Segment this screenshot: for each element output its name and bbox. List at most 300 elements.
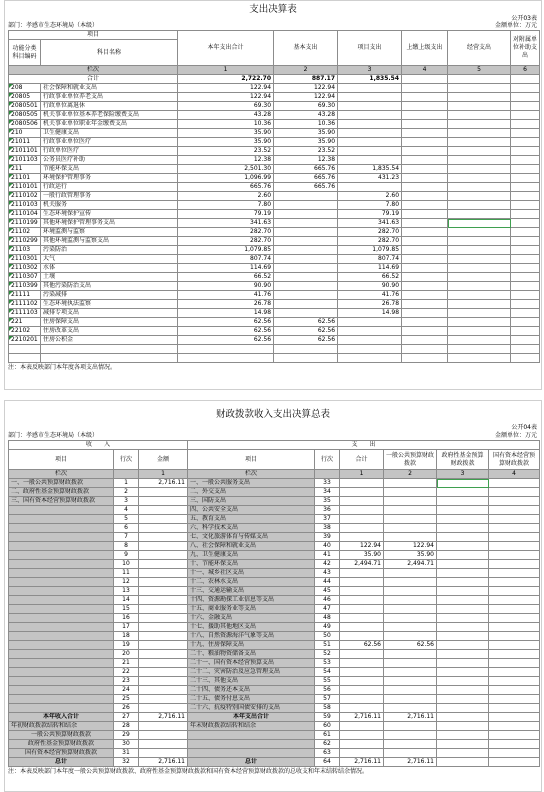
basic-expense: [274, 264, 338, 273]
table-row: [9, 93, 540, 102]
expense-fund: [437, 668, 489, 677]
expense-general: 2,494.71: [384, 560, 437, 569]
function-code: 22102: [9, 327, 41, 336]
total-expense: 14.98: [178, 309, 274, 318]
basic-expense: [274, 201, 338, 210]
col-blank-income: [114, 470, 139, 479]
table-row: [9, 273, 540, 282]
table-row: [9, 147, 540, 156]
table-row: [9, 246, 540, 255]
income-amount: [139, 740, 188, 749]
upper-expense: [402, 291, 448, 300]
expense-general: [384, 677, 437, 686]
total-expense: 7.80: [178, 201, 274, 210]
table-row: [9, 336, 540, 345]
expense-state: [489, 605, 540, 614]
income-amount: [139, 506, 188, 515]
item-name: 行政运行: [41, 183, 178, 192]
income-amount: [139, 533, 188, 542]
total-expense: 62.56: [178, 336, 274, 345]
empty-cell: [41, 345, 178, 354]
income-line: 23: [114, 677, 139, 686]
table-row: [9, 183, 540, 192]
expense-general: 122.94: [384, 542, 437, 551]
subsidy-expense: [511, 129, 540, 138]
expense-line: 51: [315, 641, 340, 650]
total-expense: 807.74: [178, 255, 274, 264]
expense-total: [340, 722, 384, 731]
ops-expense: [448, 201, 511, 210]
expense-fund: [437, 632, 489, 641]
subsidy-expense: [511, 327, 540, 336]
table-row: [9, 704, 540, 713]
empty-cell: [338, 345, 402, 354]
project-expense: 282.70: [338, 237, 402, 246]
total-expense: 282.70: [178, 237, 274, 246]
ops-expense: [448, 165, 511, 174]
income-item: [9, 677, 114, 686]
ops-expense: [448, 93, 511, 102]
table-row: [9, 551, 540, 560]
income-amount: [139, 524, 188, 533]
table-row: [9, 318, 540, 327]
expense-line: 48: [315, 614, 340, 623]
header-amount: 金额: [139, 450, 188, 470]
table-row: [9, 758, 540, 767]
expense-item: 十三、交通运输支出: [188, 587, 315, 596]
upper-expense: [402, 84, 448, 93]
subsidy-expense: [511, 183, 540, 192]
expense-item: 五、教育支出: [188, 515, 315, 524]
table-row: [9, 722, 540, 731]
expense-fund: [437, 695, 489, 704]
expense-total: [340, 623, 384, 632]
expense-fund: [437, 506, 489, 515]
income-line: 9: [114, 551, 139, 560]
expense-total: [340, 515, 384, 524]
income-item: 政府性基金预算财政拨款: [9, 740, 114, 749]
expense-state: [489, 542, 540, 551]
expense-state: [489, 677, 540, 686]
sum-value: 887.17: [274, 75, 338, 84]
project-expense: [338, 327, 402, 336]
col-number: 3: [338, 66, 402, 75]
item-name: 住房公积金: [41, 336, 178, 345]
function-code: 2110299: [9, 237, 41, 246]
total-expense: 12.38: [178, 156, 274, 165]
ops-expense: [448, 318, 511, 327]
sum-value: [511, 75, 540, 84]
expense-total: [340, 677, 384, 686]
table-row: [9, 111, 540, 120]
expense-general: [384, 749, 437, 758]
table-row: [9, 515, 540, 524]
col-1-expense: 1: [340, 470, 384, 479]
total-expense: 1,079.85: [178, 246, 274, 255]
upper-expense: [402, 129, 448, 138]
expense-item: 七、文化旅游体育与传媒支出: [188, 533, 315, 542]
expense-total: [340, 632, 384, 641]
income-item: 国有资本经营预算财政拨款: [9, 749, 114, 758]
income-item: 总计: [9, 758, 114, 767]
function-code: 20805: [9, 93, 41, 102]
expense-fund: [437, 740, 489, 749]
empty-cell: [338, 354, 402, 363]
expense-state: [489, 695, 540, 704]
expense-line: 42: [315, 560, 340, 569]
subsidy-expense: [511, 336, 540, 345]
header-item-exp: 项目: [188, 450, 315, 470]
table-row: [9, 614, 540, 623]
function-code: 221: [9, 318, 41, 327]
header-basic: 基本支出: [274, 31, 338, 66]
function-code: 21111: [9, 291, 41, 300]
expense-fund: [437, 569, 489, 578]
expense-line: 55: [315, 677, 340, 686]
col-1-income: 1: [139, 470, 188, 479]
ops-expense: [448, 228, 511, 237]
basic-expense: [274, 273, 338, 282]
expense-general: 35.90: [384, 551, 437, 560]
expense-general: [384, 506, 437, 515]
expense-line: 57: [315, 695, 340, 704]
expense-item: 十八、自然资源海洋气象等支出: [188, 632, 315, 641]
expense-fund: [437, 749, 489, 758]
expense-fund: [437, 614, 489, 623]
expense-line: 43: [315, 569, 340, 578]
expense-line: 35: [315, 497, 340, 506]
project-expense: 26.78: [338, 300, 402, 309]
income-amount: [139, 623, 188, 632]
expense-item: 十二、农林水支出: [188, 578, 315, 587]
expense-fund: [437, 686, 489, 695]
expense-line: 58: [315, 704, 340, 713]
income-line: 31: [114, 749, 139, 758]
function-code: 2080505: [9, 111, 41, 120]
income-item: [9, 632, 114, 641]
header-total-exp: 合计: [340, 450, 384, 470]
income-line: 28: [114, 722, 139, 731]
income-line: 3: [114, 497, 139, 506]
function-code: 210: [9, 129, 41, 138]
subsidy-expense: [511, 309, 540, 318]
table1-dept: 部门：孝感市生态环境局（本级）: [8, 22, 99, 29]
expense-item: 十四、资源勘探工业信息等支出: [188, 596, 315, 605]
income-line: 8: [114, 542, 139, 551]
item-name: 机关服务: [41, 201, 178, 210]
function-code: 211: [9, 165, 41, 174]
income-item: [9, 623, 114, 632]
table-row: [9, 291, 540, 300]
project-expense: [338, 84, 402, 93]
subsidy-expense: [511, 318, 540, 327]
income-line: 32: [114, 758, 139, 767]
ops-expense: [448, 84, 511, 93]
income-item: [9, 524, 114, 533]
header-fund: 政府性基金预算财政拨款: [437, 450, 489, 470]
total-expense: 665.76: [178, 183, 274, 192]
col-blank-expense: [315, 470, 340, 479]
expense-item: [188, 749, 315, 758]
item-name: 生态环境保护宣传: [41, 210, 178, 219]
expense-item: 二十二、灾害防治及应急管理支出: [188, 668, 315, 677]
income-line: 22: [114, 668, 139, 677]
total-expense: 122.94: [178, 84, 274, 93]
upper-expense: [402, 327, 448, 336]
expense-total: [340, 731, 384, 740]
table-row: [9, 542, 540, 551]
col-label: 栏次: [9, 66, 178, 75]
table-row: [9, 740, 540, 749]
expense-state: [489, 632, 540, 641]
expense-line: 38: [315, 524, 340, 533]
function-code: 21101: [9, 174, 41, 183]
expense-general: [384, 488, 437, 497]
basic-expense: 12.38: [274, 156, 338, 165]
income-line: 24: [114, 686, 139, 695]
expense-state: [489, 506, 540, 515]
table-row: [9, 138, 540, 147]
expense-item: 总计: [188, 758, 315, 767]
income-amount: [139, 695, 188, 704]
income-amount: [139, 596, 188, 605]
project-expense: 7.80: [338, 201, 402, 210]
total-expense: 35.90: [178, 129, 274, 138]
expense-item: 二十、粮油物资储备支出: [188, 650, 315, 659]
item-name: 污染防治: [41, 246, 178, 255]
income-item: [9, 695, 114, 704]
income-amount: 2,716.11: [139, 479, 188, 488]
item-name: 其他污染防治支出: [41, 282, 178, 291]
basic-expense: 43.28: [274, 111, 338, 120]
item-name: 社会保障和就业支出: [41, 84, 178, 93]
header-code: 功能分类科目编码: [9, 40, 41, 66]
project-expense: [338, 147, 402, 156]
income-item: [9, 641, 114, 650]
income-line: 19: [114, 641, 139, 650]
expense-state: [489, 722, 540, 731]
subsidy-expense: [511, 111, 540, 120]
expense-total: 62.56: [340, 641, 384, 650]
expense-general: [384, 704, 437, 713]
total-expense: 69.30: [178, 102, 274, 111]
expense-item: [188, 731, 315, 740]
function-code: 2110103: [9, 201, 41, 210]
table-row: [9, 533, 540, 542]
expense-state: [489, 614, 540, 623]
ops-expense: [448, 273, 511, 282]
expense-item: 十、节能环保支出: [188, 560, 315, 569]
expense-fund: [437, 713, 489, 722]
header-income: 收 入: [9, 441, 188, 450]
upper-expense: [402, 174, 448, 183]
expense-line: 40: [315, 542, 340, 551]
income-amount: [139, 542, 188, 551]
expense-item: 十九、住房保障支出: [188, 641, 315, 650]
function-code: 2110101: [9, 183, 41, 192]
expense-general: [384, 614, 437, 623]
income-line: 16: [114, 614, 139, 623]
expense-line: 45: [315, 587, 340, 596]
upper-expense: [402, 120, 448, 129]
empty-cell: [274, 345, 338, 354]
expense-total: [340, 587, 384, 596]
col-number: 6: [511, 66, 540, 75]
income-item: [9, 614, 114, 623]
income-amount: 2,716.11: [139, 758, 188, 767]
expense-total: [340, 533, 384, 542]
expense-item: 二十四、债务还本支出: [188, 686, 315, 695]
income-line: 6: [114, 524, 139, 533]
expense-total: [340, 596, 384, 605]
upper-expense: [402, 300, 448, 309]
function-code: 2110301: [9, 255, 41, 264]
expense-total: [340, 569, 384, 578]
total-expense: 341.63: [178, 219, 274, 228]
ops-expense: [448, 291, 511, 300]
header-project: 项目: [9, 31, 178, 40]
expense-general: [384, 515, 437, 524]
expense-state: [489, 479, 540, 488]
income-item: [9, 515, 114, 524]
expense-fund: [437, 677, 489, 686]
income-amount: [139, 668, 188, 677]
total-expense: 79.19: [178, 210, 274, 219]
empty-cell: [448, 354, 511, 363]
project-expense: [338, 318, 402, 327]
expense-fund: [437, 704, 489, 713]
expense-state: [489, 641, 540, 650]
expense-line: 47: [315, 605, 340, 614]
item-name: 其他环境保护管理事务支出: [41, 219, 178, 228]
expense-line: 34: [315, 488, 340, 497]
expense-state: [489, 713, 540, 722]
expense-item: 十六、金融支出: [188, 614, 315, 623]
income-line: 15: [114, 605, 139, 614]
item-name: 住房保障支出: [41, 318, 178, 327]
subsidy-expense: [511, 147, 540, 156]
subsidy-expense: [511, 300, 540, 309]
expense-general: [384, 479, 437, 488]
header-upper: 上缴上级支出: [402, 31, 448, 66]
income-line: 11: [114, 569, 139, 578]
project-expense: [338, 93, 402, 102]
basic-expense: 35.90: [274, 129, 338, 138]
subsidy-expense: [511, 120, 540, 129]
table-row: [9, 632, 540, 641]
basic-expense: 62.56: [274, 327, 338, 336]
income-amount: [139, 650, 188, 659]
expense-total: 122.94: [340, 542, 384, 551]
upper-expense: [402, 237, 448, 246]
expense-state: [489, 524, 540, 533]
table-row: [9, 641, 540, 650]
empty-cell: [41, 354, 178, 363]
expense-total: [340, 479, 384, 488]
expense-general: [384, 497, 437, 506]
basic-expense: 35.90: [274, 138, 338, 147]
expense-state: [489, 587, 540, 596]
item-name: 污染减排: [41, 291, 178, 300]
total-expense: 122.94: [178, 93, 274, 102]
header-project-exp: 项目支出: [338, 31, 402, 66]
expense-general: [384, 668, 437, 677]
ops-expense: [448, 138, 511, 147]
subsidy-expense: [511, 255, 540, 264]
subsidy-expense: [511, 201, 540, 210]
upper-expense: [402, 273, 448, 282]
project-expense: 1,079.85: [338, 246, 402, 255]
table-row: [9, 731, 540, 740]
basic-expense: [274, 291, 338, 300]
item-name: 生态环境执法监察: [41, 300, 178, 309]
upper-expense: [402, 219, 448, 228]
expense-total: [340, 668, 384, 677]
project-expense: [338, 138, 402, 147]
header-subsidy: 对附属单位补助支出: [511, 31, 540, 66]
income-item: 年初财政拨款结转和结余: [9, 722, 114, 731]
subsidy-expense: [511, 246, 540, 255]
function-code: 2110104: [9, 210, 41, 219]
project-expense: 282.70: [338, 228, 402, 237]
expense-fund: [437, 650, 489, 659]
income-amount: [139, 488, 188, 497]
project-expense: 431.23: [338, 174, 402, 183]
expense-fund: [437, 524, 489, 533]
item-name: 其他环境监测与监察支出: [41, 237, 178, 246]
basic-expense: [274, 192, 338, 201]
income-line: 20: [114, 650, 139, 659]
expense-fund: [437, 560, 489, 569]
upper-expense: [402, 201, 448, 210]
income-item: [9, 578, 114, 587]
expense-item: 十七、援助其他地区支出: [188, 623, 315, 632]
basic-expense: 62.56: [274, 336, 338, 345]
expense-total: [340, 659, 384, 668]
income-line: 25: [114, 695, 139, 704]
project-expense: [338, 111, 402, 120]
upper-expense: [402, 309, 448, 318]
total-expense: 26.78: [178, 300, 274, 309]
expense-fund: [437, 533, 489, 542]
function-code: 2101101: [9, 147, 41, 156]
expense-state: [489, 650, 540, 659]
expense-line: 49: [315, 623, 340, 632]
subsidy-expense: [511, 165, 540, 174]
income-amount: [139, 686, 188, 695]
project-expense: [338, 183, 402, 192]
table-row: [9, 174, 540, 183]
expense-total: 2,494.71: [340, 560, 384, 569]
income-item: [9, 704, 114, 713]
table-row: [9, 695, 540, 704]
expense-item: 年末财政拨款结转和结余: [188, 722, 315, 731]
upper-expense: [402, 228, 448, 237]
income-item: [9, 650, 114, 659]
expense-total: [340, 524, 384, 533]
expenditure-sheet: [4, 0, 542, 390]
item-name: 大气: [41, 255, 178, 264]
total-expense: 23.52: [178, 147, 274, 156]
header-expense: 支 出: [188, 441, 540, 450]
sum-value: [402, 75, 448, 84]
subsidy-expense: [511, 237, 540, 246]
expense-fund: [437, 731, 489, 740]
table2-form-no: 公开04表: [511, 424, 537, 431]
expense-state: [489, 659, 540, 668]
expense-fund: [437, 497, 489, 506]
expense-state: [489, 578, 540, 587]
